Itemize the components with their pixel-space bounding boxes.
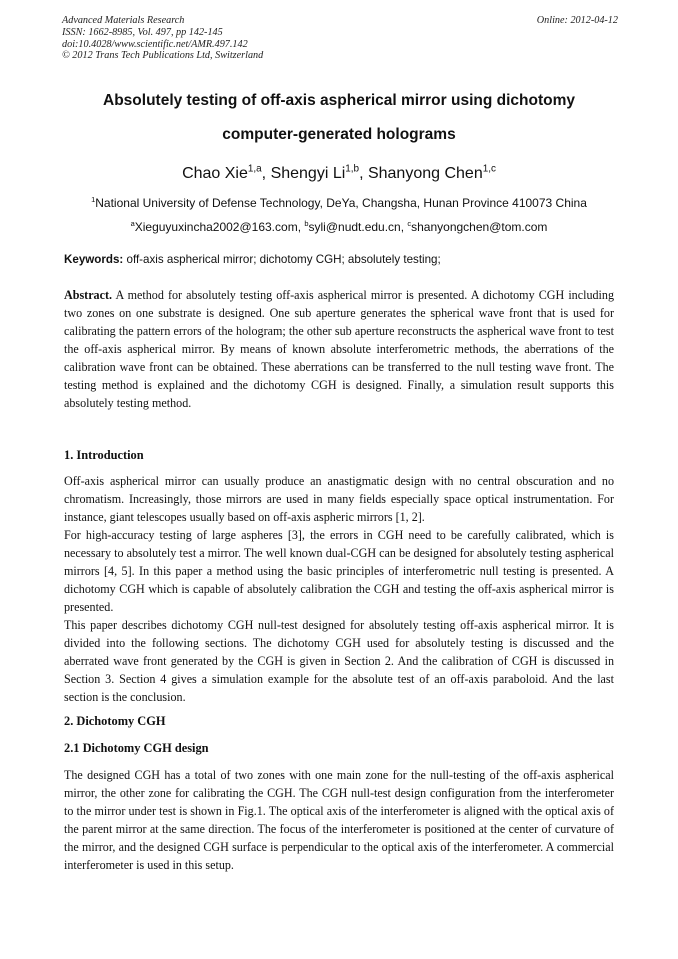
intro-paragraph-3: This paper describes dichotomy CGH null-test designed for absolutely testing off-axis aspherical mirror. It is divided into the following sections. The dichotomy CGH used for absolutely testing is discussed and the aberrated wave front generated by the CGH is given in Section 2. And the calibration of CGH is discussed in Section 3. Section 4 gives a simulation example for the absolute test of an off-axis paraboloid. And the last section is the conclusion. <box>64 618 614 705</box>
issn-line: ISSN: 1662-8985, Vol. 497, pp 142-145 <box>62 26 223 38</box>
email-mark: a <box>130 219 135 228</box>
keywords-label: Keywords: <box>64 253 124 266</box>
author-separator: , <box>261 165 271 182</box>
author-list <box>40 165 638 183</box>
paper-title-line-1: Absolutely testing of off-axis aspherical mirror using dichotomy <box>103 92 575 109</box>
email-link[interactable]: shanyongchen@tom.com <box>411 220 548 234</box>
author-affiliation-mark: 1,a <box>247 163 262 175</box>
author-emails <box>40 220 638 234</box>
affiliation <box>40 196 638 210</box>
keywords-text: off-axis aspherical mirror; dichotomy CGH; absolutely testing; <box>123 253 441 266</box>
online-date: Online: 2012-04-12 <box>536 15 618 26</box>
section-heading-introduction: 1. Introduction <box>64 448 144 462</box>
journal-name: Advanced Materials Research <box>62 15 185 26</box>
keywords <box>64 253 616 266</box>
journal-header <box>62 15 618 62</box>
abstract-text: A method for absolutely testing off-axis aspherical mirror is presented. A dichotomy CGH including two zones on one substrate is designed. One sub aperture generates the spherical wave front that is used for calibrating the pattern errors of the hologram; the other sub aperture reconstructs the aspherical wave front to test the off-axis aspherical mirror. By means of known absolute interferometric methods, the aberrations of the calibration wave front can be obtained. These aberrations can be transferred to the null testing wave front. The testing method is explained and the dichotomy CGH is designed. Finally, a simulation result supports this absolutely testing method. <box>64 288 614 411</box>
section-heading-dichotomy-cgh: 2. Dichotomy CGH <box>64 714 166 728</box>
abstract <box>64 286 614 412</box>
intro-paragraph-1: Off-axis aspherical mirror can usually produce an anastigmatic design with no central obscuration and no chromatism. Increasingly, those mirrors are used in many fields especially space optical instrumentation. For instance, giant telescopes usually based on off-axis aspheric mirrors [1, 2]. <box>64 474 614 525</box>
affiliation-mark: 1 <box>91 195 96 204</box>
email-link[interactable]: syli@nudt.edu.cn, <box>308 220 408 234</box>
author-affiliation-mark: 1,c <box>482 163 496 175</box>
author-name: Shengyi Li <box>270 165 346 182</box>
subsection-heading-cgh-design: 2.1 Dichotomy CGH design <box>64 741 209 755</box>
intro-paragraph-2: For high-accuracy testing of large aspheres [3], the errors in CGH need to be carefully calibrated, which is necessary to absolutely test a mirror. The well known dual-CGH can be designed for absolutely testing aspherical mirrors [4, 5]. In this paper a method using the basic principles of interferometric null testing is presented. A dichotomy CGH which is capable of absolutely calibration the CGH and testing the off-axis aspherical mirror is presented. <box>64 528 614 615</box>
author-name: Chao Xie <box>182 165 248 182</box>
affiliation-text: National University of Defense Technology, DeYa, Changsha, Hunan Province 410073 China <box>95 196 587 210</box>
copyright-line: © 2012 Trans Tech Publications Ltd, Switzerland <box>62 50 264 62</box>
doi-line: doi:10.4028/www.scientific.net/AMR.497.142 <box>62 38 248 50</box>
author-name: Shanyong Chen <box>367 165 483 182</box>
abstract-label: Abstract. <box>64 288 113 302</box>
paper-title-line-2: computer-generated holograms <box>222 126 456 143</box>
author-separator: , <box>359 165 368 182</box>
email-link[interactable]: Xieguyuxincha2002@163.com, <box>134 220 305 234</box>
email-mark: c <box>407 219 412 228</box>
author-affiliation-mark: 1,b <box>345 163 360 175</box>
email-mark: b <box>304 219 309 228</box>
design-paragraph-1: The designed CGH has a total of two zones with one main zone for the null-testing of the off-axis aspherical mirror, the other zone for calibrating the CGH. The CGH null-test design configuration from the interferometer to the mirror under test is shown in Fig.1. The optical axis of the interferometer is aligned with the optical axis of the parent mirror at the same direction. The focus of the interferometer is positioned at the center of curvature of the mirror, and the designed CGH surface is perpendicular to the optical axis of the interferometer. A commercial interferometer is used in this setup. <box>64 768 614 873</box>
